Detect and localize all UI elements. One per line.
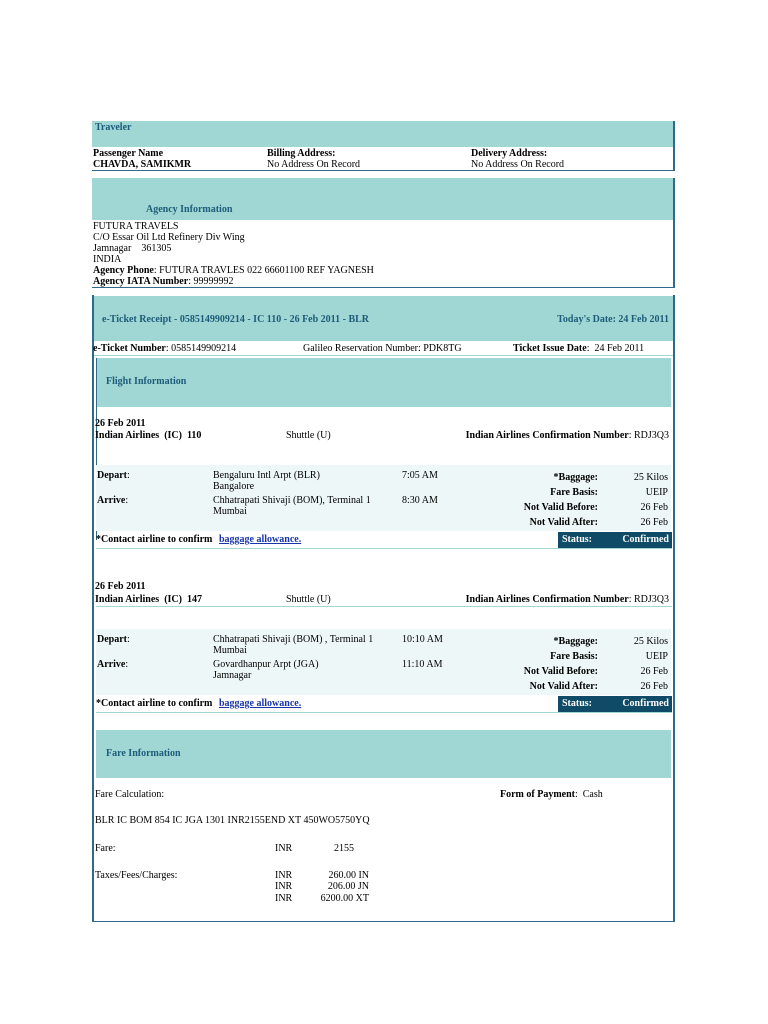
passenger-value: CHAVDA, SAMIKMR [93, 159, 192, 170]
tax-3-currency: INR [275, 893, 293, 904]
flight-1-depart-place: Bengaluru Intl Arpt (BLR) [213, 470, 320, 481]
flight-1-nva-label: Not Valid After: [529, 517, 598, 528]
flight-1-status-label: Status: [562, 534, 593, 545]
flight-1-nvb-label: Not Valid Before: [523, 502, 598, 513]
flight-2-nva-label: Not Valid After: [529, 681, 598, 692]
tax-2-currency: INR [275, 881, 293, 892]
billing-label: Billing Address: [267, 148, 336, 159]
traveler-title: Traveler [95, 122, 132, 133]
issue-date-value: : 24 Feb 2011 [586, 343, 645, 354]
flight-1-bottom-rule [96, 548, 672, 549]
taxes-label: Taxes/Fees/Charges: [95, 870, 178, 881]
flight-1-baggage-value: 25 Kilos [633, 472, 668, 483]
flight-2-depart-label: Depart [97, 634, 127, 645]
flight-1-nva-value: 26 Feb [640, 517, 668, 528]
receipt-left-border [92, 295, 94, 922]
fare-label: Fare: [95, 843, 116, 854]
traveler-header-band [92, 121, 675, 147]
agency-phone-value: : FUTURA TRAVLES 022 66601100 REF YAGNESH [153, 265, 374, 276]
agency-iata-value: : 99999992 [188, 276, 234, 287]
issue-date-label: Ticket Issue Date [513, 343, 587, 354]
receipt-bottom-border [92, 921, 675, 922]
flight-2-depart-place: Chhatrapati Shivaji (BOM) , Terminal 1 [213, 634, 374, 645]
flight-1-status-value: Confirmed [622, 534, 669, 545]
fare-amount: 2155 [334, 843, 354, 854]
flight-1-status-box [558, 532, 672, 548]
galileo-label: Galileo Reservation Number [303, 343, 418, 354]
flight-2-shuttle: Shuttle (U) [286, 594, 331, 605]
receipt-title: e-Ticket Receipt - 0585149909214 - IC 110 - 26 Feb 2011 - BLR [102, 314, 370, 325]
flight-1-contact-text: *Contact airline to confirm [96, 534, 213, 545]
flight-2-airline: Indian Airlines (IC) 147 [95, 594, 202, 605]
flight-1-arrive-place: Chhatrapati Shivaji (BOM), Terminal 1 [213, 495, 371, 506]
agency-line-3: Jamnagar 361305 [93, 243, 172, 254]
flight-2-conf-label: Indian Airlines Confirmation Number [465, 594, 629, 605]
flight-2-baggage-value: 25 Kilos [633, 636, 668, 647]
traveler-bottom-border [92, 170, 675, 171]
agency-phone-label: Agency Phone [93, 265, 154, 276]
flight-2-arrive-city: Jamnagar [213, 670, 252, 681]
flight-2-baggage-label: *Baggage: [553, 636, 598, 647]
agency-line-4: INDIA [93, 254, 122, 265]
ticket-number-label: e-Ticket Number [93, 343, 166, 354]
agency-line-2: C/O Essar Oil Ltd Refinery Div Wing [93, 232, 245, 243]
flight-2-depart-city: Mumbai [213, 645, 247, 656]
flight-2-nvb-label: Not Valid Before: [523, 666, 598, 677]
ticket-number-value: : 0585149909214 [165, 343, 237, 354]
flight-1-depart-time: 7:05 AM [402, 470, 438, 481]
flight-1-depart-city: Bangalore [213, 481, 255, 492]
agency-right-border [673, 178, 675, 288]
billing-value: No Address On Record [267, 159, 361, 170]
fare-info-title: Fare Information [106, 748, 181, 759]
fare-currency: INR [275, 843, 293, 854]
flight-1-arrive-label: Arrive [97, 495, 126, 506]
flight-2-arrive-time: 11:10 AM [402, 659, 443, 670]
agency-title: Agency Information [146, 204, 233, 215]
passenger-label: Passenger Name [93, 148, 164, 159]
flight-2-fare-basis-label: Fare Basis: [550, 651, 598, 662]
flight-1-shuttle: Shuttle (U) [286, 430, 331, 441]
fare-calc-line: BLR IC BOM 854 IC JGA 1301 INR2155END XT 450WO5750YQ [95, 815, 370, 826]
flight-1-arrive-time: 8:30 AM [402, 495, 438, 506]
flight-1-date: 26 Feb 2011 [95, 418, 146, 429]
flight-2-depart-time: 10:10 AM [402, 634, 443, 645]
flight-1-arrive-city: Mumbai [213, 506, 247, 517]
agency-iata-label: Agency IATA Number [93, 276, 189, 287]
flight-1-conf-label: Indian Airlines Confirmation Number [465, 430, 629, 441]
flight-2-top-rule [96, 606, 672, 607]
flight-2-baggage-link[interactable]: baggage allowance. [219, 698, 302, 709]
flight-2-date: 26 Feb 2011 [95, 581, 146, 592]
flight-1-nvb-value: 26 Feb [640, 502, 668, 513]
flight-1-depart-label: Depart [97, 470, 127, 481]
flight-2-status-box [558, 696, 672, 712]
traveler-right-border [673, 121, 675, 171]
todays-date: Today's Date: 24 Feb 2011 [557, 314, 669, 325]
flight-2-conf-value: : RDJ3Q3 [628, 594, 669, 605]
flight-1-fare-basis-label: Fare Basis: [550, 487, 598, 498]
flight-2-nva-value: 26 Feb [640, 681, 668, 692]
flight-2-nvb-value: 26 Feb [640, 666, 668, 677]
galileo-value: : PDK8TG [417, 343, 462, 354]
flight-1-baggage-label: *Baggage: [553, 472, 598, 483]
flight-1-baggage-link[interactable]: baggage allowance. [219, 534, 302, 545]
flight-info-title: Flight Information [106, 376, 187, 387]
receipt-right-border [673, 295, 675, 922]
fare-info-band [96, 730, 671, 778]
tax-2-amount: 206.00 JN [327, 881, 369, 892]
flight-1-fare-basis-value: UEIP [645, 487, 668, 498]
receipt-divider [94, 355, 673, 356]
flight-2-arrive-place: Govardhanpur Arpt (JGA) [213, 659, 319, 670]
tax-1-amount: 260.00 IN [328, 870, 369, 881]
delivery-label: Delivery Address: [471, 148, 548, 159]
flight-2-status-value: Confirmed [622, 698, 669, 709]
tax-1-currency: INR [275, 870, 293, 881]
payment-value: : Cash [574, 789, 603, 800]
delivery-value: No Address On Record [471, 159, 565, 170]
fare-calc-label: Fare Calculation: [95, 789, 165, 800]
flight-1-airline: Indian Airlines (IC) 110 [95, 430, 202, 441]
flight-2-bottom-rule [96, 712, 672, 713]
payment-label: Form of Payment [500, 789, 575, 800]
flight-2-status-label: Status: [562, 698, 593, 709]
flight-1-conf-value: : RDJ3Q3 [628, 430, 669, 441]
flight-2-contact-text: *Contact airline to confirm [96, 698, 213, 709]
agency-bottom-border [92, 287, 675, 288]
agency-line-1: FUTURA TRAVELS [93, 221, 179, 232]
flight-2-fare-basis-value: UEIP [645, 651, 668, 662]
tax-3-amount: 6200.00 XT [320, 893, 369, 904]
flight-2-arrive-label: Arrive [97, 659, 126, 670]
